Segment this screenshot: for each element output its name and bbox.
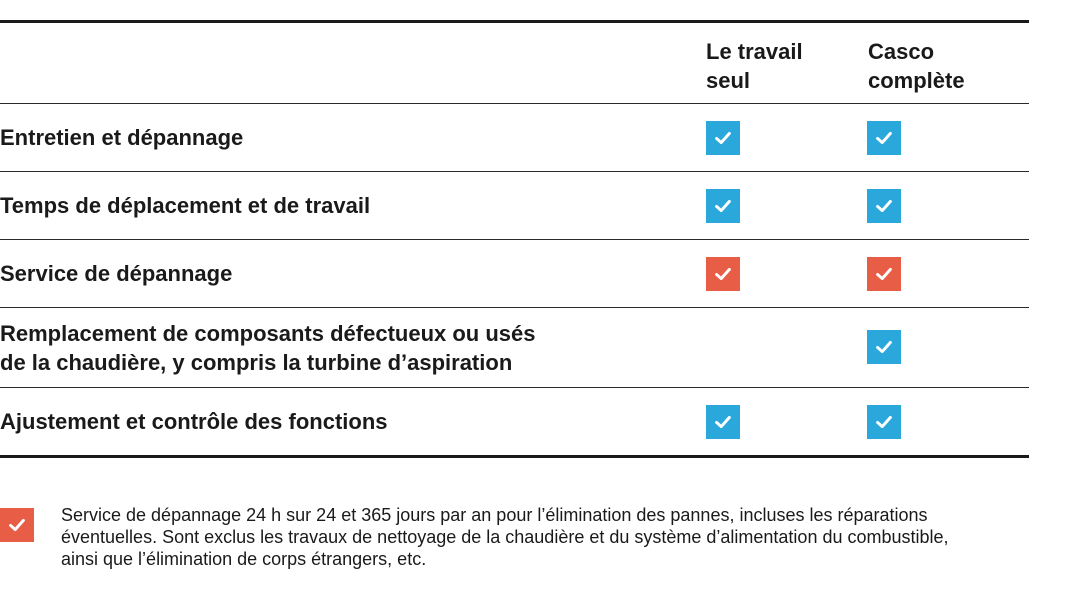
check-icon bbox=[706, 257, 740, 291]
table-row bbox=[0, 172, 1029, 240]
check-icon bbox=[867, 330, 901, 364]
check-icon bbox=[706, 405, 740, 439]
comparison-table bbox=[0, 20, 1029, 458]
table-row bbox=[0, 240, 1029, 308]
check-icon bbox=[867, 257, 901, 291]
check-icon bbox=[867, 405, 901, 439]
row-label: Remplacement de composants défectueux ou usés de la chaudière, y compris la turbine d’aspiration bbox=[0, 321, 536, 375]
check-icon bbox=[0, 508, 34, 542]
table-row bbox=[0, 308, 1029, 388]
footnote-text: Service de dépannage 24 h sur 24 et 365 jours par an pour l’élimination des pannes, incluses les réparations éventuelles. Sont exclus les travaux de nettoyage de la chaudière et du système d’alimentation du combustible, ainsi que l’élimination de corps étrangers, etc. bbox=[61, 505, 949, 569]
column-header-le-travail-seul: Le travail seul bbox=[706, 39, 803, 93]
row-label: Service de dépannage bbox=[0, 261, 233, 286]
row-label: Temps de déplacement et de travail bbox=[0, 193, 371, 218]
row-label: Entretien et dépannage bbox=[0, 125, 244, 150]
check-icon bbox=[867, 189, 901, 223]
table-header bbox=[0, 23, 1029, 104]
check-icon bbox=[706, 121, 740, 155]
column-header-casco-complete: Casco complète bbox=[868, 39, 965, 93]
row-label: Ajustement et contrôle des fonctions bbox=[0, 409, 388, 434]
check-icon bbox=[867, 121, 901, 155]
table-row bbox=[0, 104, 1029, 172]
check-icon bbox=[706, 189, 740, 223]
table-row bbox=[0, 388, 1029, 455]
